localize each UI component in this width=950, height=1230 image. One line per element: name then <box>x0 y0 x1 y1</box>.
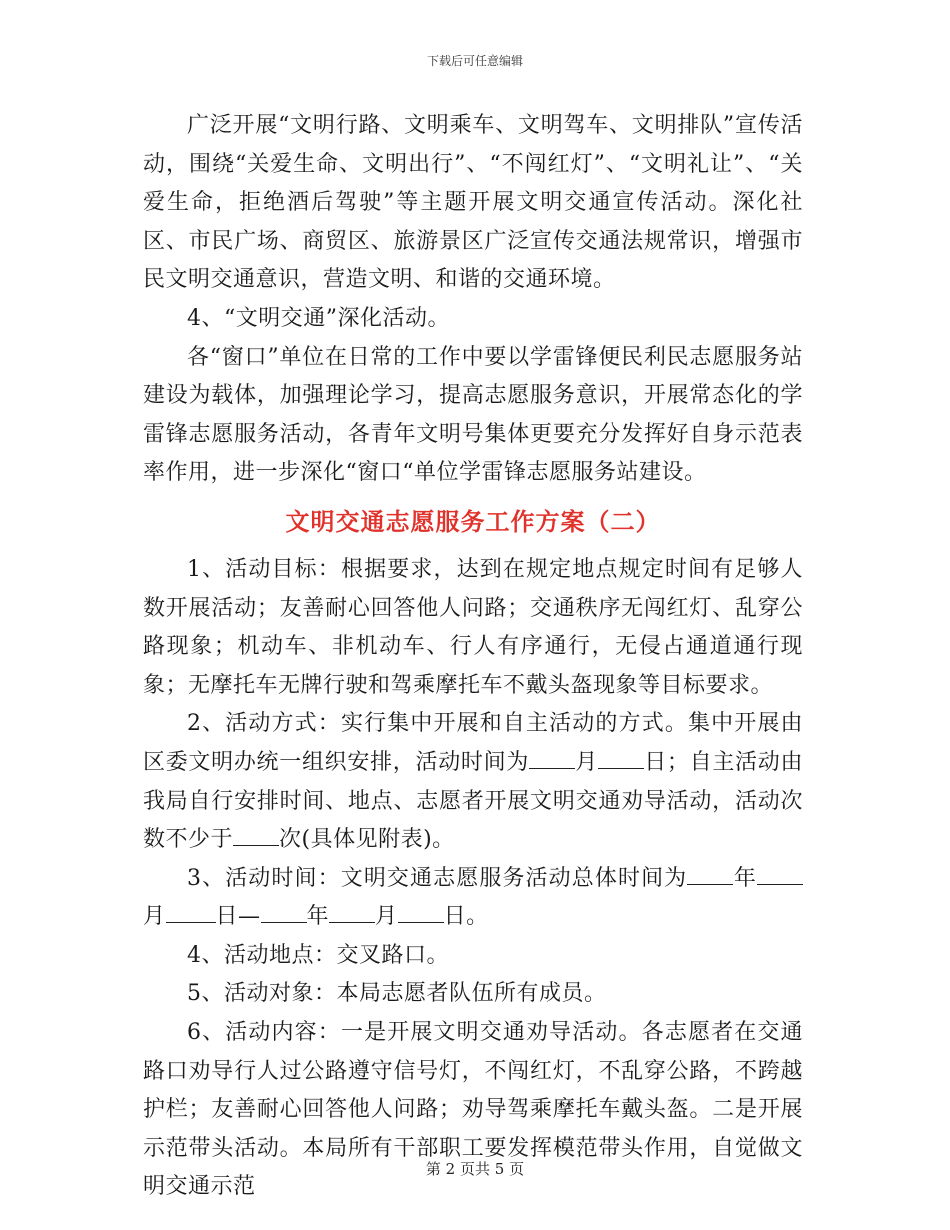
blank-line <box>687 862 733 885</box>
paragraph-method <box>143 705 803 859</box>
document-body <box>143 107 803 1207</box>
paragraph-promotion: 广泛开展“文明行路、文明乘车、文明驾车、文明排队”宣传活动，围绕“关爱生命、文明出行”、“不闯红灯”、“文明礼让”、“关爱生命，拒绝酒后驾驶”等主题开展文明交通宣传活动。深化社区、市民广场、商贸区、旅游景区广泛宣传交通法规常识，增强市民文明交通意识，营造文明、和谐的交通环境。 <box>143 113 803 293</box>
method-text-4: 次(具体见附表)。 <box>279 827 455 853</box>
blank-line <box>233 823 279 846</box>
paragraph-target: 5、活动对象：本局志愿者队伍所有成员。 <box>187 981 607 1007</box>
method-text-1: 2、活动方式：实行集中开展和自主活动的方式。集中开展由区委文明办统一组织安排，活动时间为 <box>143 711 803 775</box>
paragraph-content: 6、活动内容：一是开展文明交通劝导活动。各志愿者在交通路口劝导行人过公路遵守信号灯，不闯红灯，不乱穿公路，不跨越护栏；友善耐心回答他人问路；劝导驾乘摩托车戴头盔。二是开展示范带头活动。本局所有干部职工要发挥模范带头作用，自觉做文明交通示范 <box>143 1020 803 1200</box>
page-footer: 第 2 页共 5 页 <box>425 1160 525 1178</box>
time-text-3: 月 <box>143 904 166 930</box>
blank-line <box>329 900 375 923</box>
time-text-4: 日— <box>215 904 261 930</box>
time-text-6: 月 <box>375 904 398 930</box>
paragraph-location: 4、活动地点：交叉路口。 <box>187 942 449 968</box>
blank-line <box>261 900 307 923</box>
time-text-2: 年 <box>733 865 757 891</box>
blank-line <box>398 900 444 923</box>
blank-line <box>166 900 216 923</box>
time-text-5: 年 <box>306 904 330 930</box>
paragraph-item-4: 4、“文明交通”深化活动。 <box>187 305 450 331</box>
page-header: 下载后可任意编辑 <box>426 54 523 68</box>
time-text-1: 3、活动时间：文明交通志愿服务活动总体时间为 <box>187 865 688 891</box>
paragraph-goal: 1、活动目标：根据要求，达到在规定地点规定时间有足够人数开展活动；友善耐心回答他人问路；交通秩序无闯红灯、乱穿公路现象；机动车、非机动车、行人有序通行，无侵占通道通行现象；无摩托车无牌行驶和驾乘摩托车不戴头盔现象等目标要求。 <box>143 556 803 698</box>
method-text-3: 日；自主活动由我局自行安排时间、地点、志愿者开展文明交通劝导活动，活动次数不少于 <box>143 749 803 853</box>
time-text-7: 日。 <box>443 904 489 930</box>
blank-line <box>757 862 803 885</box>
paragraph-window-units: 各“窗口”单位在日常的工作中要以学雷锋便民利民志愿服务站建设为载体，加强理论学习，提高志愿服务意识，开展常态化的学雷锋志愿服务活动，各青年文明号集体更要充分发挥好自身示范表率作用，进一步深化“窗口“单位学雷锋志愿服务站建设。 <box>143 344 803 486</box>
paragraph-time <box>143 860 803 937</box>
blank-line <box>598 746 644 769</box>
method-text-2: 月 <box>575 749 598 775</box>
blank-line <box>529 746 575 769</box>
section-title: 文明交通志愿服务工作方案（二） <box>285 506 661 536</box>
